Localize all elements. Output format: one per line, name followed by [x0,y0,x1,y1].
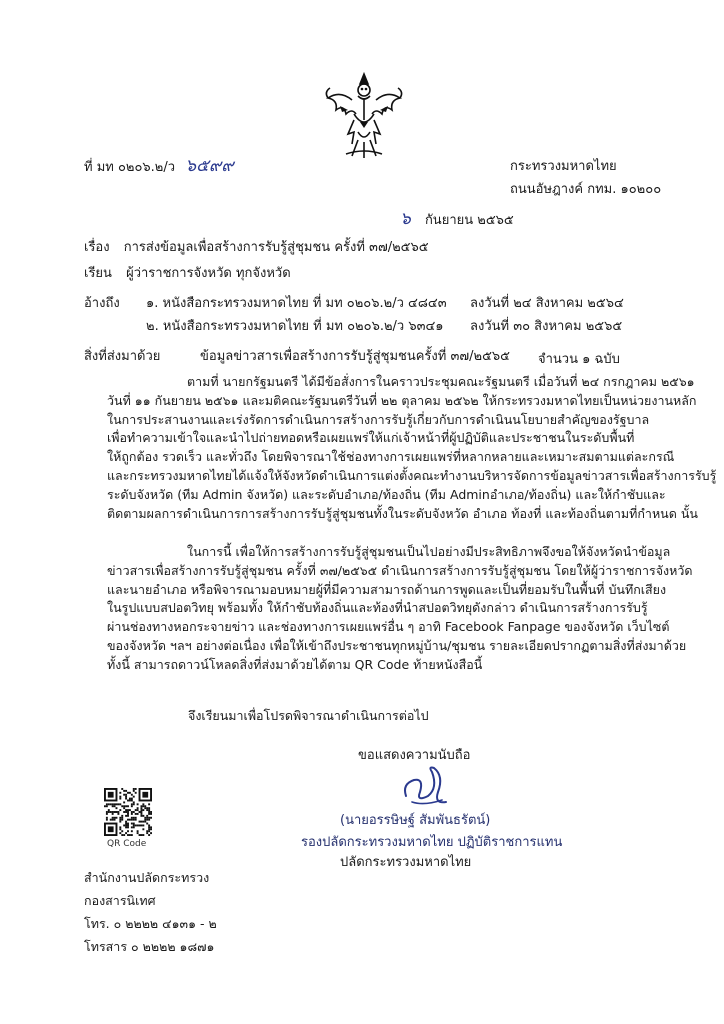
footer-office: สำนักงานปลัดกระทรวง [84,870,210,885]
paragraph-line: ข่าวสารเพื่อสร้างการรับรู้สู่ชุมชน ครั้งที่ ๓๗/๒๕๖๕ ดำเนินการสร้างการรับรู้สู่ชุมชน โดยให้ผู้ว่าราชการจังหวัด [107,562,693,578]
paragraph-line: ติดตามผลการดำเนินการการสร้างการรับรู้สู่ชุมชนทั้งในระดับจังหวัด อำเภอ ท้องที่ และท้องถิ่นตามที่กำหนด นั้น [107,505,698,521]
paragraph-line: ให้ถูกต้อง รวดเร็ว และทั่วถึง โดยพิจารณาใช้ช่องทางการเผยแพร่ที่หลากหลายและเหมาะสมตามแต่ละกรณี [107,449,675,465]
to-label: เรียน [84,266,112,281]
paragraph-line: และนายอำเภอ หรือพิจารณามอบหมายผู้ที่มีความสามารถด้านการพูดและเป็นที่ยอมรับในพื้นที่ บันทึกเสียง [107,581,667,597]
number-prefix: ที่ มท ๐๒๐๖.๒/ว [84,160,176,175]
handwritten-day: ๖ [400,209,411,229]
footer-fax: โทรสาร ๐ ๒๒๒๒ ๑๘๗๑ [84,939,215,954]
qr-code[interactable] [104,788,152,836]
signer-name: (นายอรรษิษฐ์ สัมพันธรัตน์) [340,813,491,828]
body-paragraph-2 [107,543,693,675]
signer-position: รองปลัดกระทรวงมหาดไทย ปฏิบัติราชการแทน [301,835,563,850]
to-text: ผู้ว่าราชการจังหวัด ทุกจังหวัด [126,266,291,281]
paragraph-line: ตามที่ นายกรัฐมนตรี ได้มีข้อสั่งการในคราวประชุมคณะรัฐมนตรี เมื่อวันที่ ๒๔ กรกฎาคม ๒๕๖๑ [187,374,695,389]
paragraph-line: ระดับจังหวัด (ทีม Admin จังหวัด) และระดับอำเภอ/ท้องถิ่น (ทีม Adminอำเภอ/ท้องถิ่น) และให้กำชับและ [107,486,666,502]
closing-line: จึงเรียนมาเพื่อโปรดพิจารณาดำเนินการต่อไป [188,708,429,723]
date-month-year: กันยายน ๒๕๖๕ [424,213,514,228]
paragraph-line: ในรูปแบบสปอตวิทยุ พร้อมทั้ง ให้กำชับท้องถิ่นและท้องที่นำสปอตวิทยุดังกล่าว ดำเนินการสร้างการรับรู้ [107,600,648,616]
subject-label: เรื่อง [84,240,110,255]
subject-line [84,236,429,257]
on-behalf-line: ปลัดกระทรวงมหาดไทย [340,855,472,870]
enclosure-text: ข้อมูลข่าวสารเพื่อสร้างการรับรู้สู่ชุมชนครั้งที่ ๓๗/๒๕๖๕ [200,349,510,364]
footer-division: กองสารนิเทศ [84,893,156,908]
regards-line: ขอแสดงความนับถือ [358,748,471,763]
document-date [400,205,514,232]
paragraph-line: ผ่านช่องทางหอกระจายข่าว และช่องทางการเผยแพร่อื่น ๆ อาทิ Facebook Fanpage ของจังหวัด เว็บไซต์ [107,619,670,635]
reference-date-1: ลงวันที่ ๒๔ สิงหาคม ๒๕๖๔ [470,296,624,311]
paragraph-line: ในการนี้ เพื่อให้การสร้างการรับรู้สู่ชุมชนเป็นไปอย่างมีประสิทธิภาพจึงขอให้จังหวัดนำข้อมูล [187,544,671,559]
handwritten-signature [398,762,452,810]
paragraph-line: ในการประสานงานและเร่งรัดการดำเนินการสร้างการรับรู้เกี่ยวกับการดำเนินนโยบายสำคัญของรัฐบาล [107,411,650,427]
reference-label: อ้างถึง [84,296,120,311]
enclosure-count: จำนวน ๑ ฉบับ [538,352,620,367]
to-line [84,262,291,283]
body-paragraph-1 [107,373,717,523]
document-number [84,152,234,179]
paragraph-line: วันที่ ๑๑ กันยายน ๒๕๖๑ และมติคณะรัฐมนตรีวันที่ ๒๒ ตุลาคม ๒๕๖๒ ให้กระทรวงมหาดไทยเป็นหน่วยงานหลัก [107,392,697,408]
paragraph-line: ของจังหวัด ฯลฯ อย่างต่อเนื่อง เพื่อให้เข้าถึงประชาชนทุกหมู่บ้าน/ชุมชน รายละเอียดปรากฏตามสิ่งที่ส่งมาด้วย [107,637,687,653]
subject-text: การส่งข้อมูลเพื่อสร้างการรับรู้สู่ชุมชน ครั้งที่ ๓๗/๒๕๖๕ [123,240,429,255]
reference-date-2: ลงวันที่ ๓๐ สิงหาคม ๒๕๖๕ [470,319,623,334]
reference-item-1: ๑. หนังสือกระทรวงมหาดไทย ที่ มท ๐๒๐๖.๒/ว ๔๘๔๓ [146,296,447,311]
enclosure-label: สิ่งที่ส่งมาด้วย [84,349,161,364]
ministry-name: กระทรวงมหาดไทย [510,159,617,174]
handwritten-number: ๖๕๙๙ [185,156,234,176]
ministry-address: ถนนอัษฎางค์ กทม. ๑๐๒๐๐ [510,182,662,197]
qr-caption: QR Code [107,839,147,849]
reference-item-2: ๒. หนังสือกระทรวงมหาดไทย ที่ มท ๐๒๐๖.๒/ว ๖๓๔๑ [146,319,444,334]
footer-tel: โทร. ๐ ๒๒๒๒ ๔๑๓๑ - ๒ [84,916,217,931]
paragraph-line: เพื่อทำความเข้าใจและนำไปถ่ายทอดหรือเผยแพร่ให้แก่เจ้าหน้าที่ผู้ปฏิบัติและประชาชนในระดับพื้นที่ [107,430,635,446]
garuda-emblem [318,70,410,162]
paragraph-line: และกระทรวงมหาดไทยได้แจ้งให้จังหวัดดำเนินการแต่งตั้งคณะทำงานบริหารจัดการข้อมูลข่าวสารเพื่อสร้างการรับรู้ [107,467,717,483]
paragraph-line: ทั้งนี้ สามารถดาวน์โหลดสิ่งที่ส่งมาด้วยได้ตาม QR Code ท้ายหนังสือนี้ [107,656,483,672]
